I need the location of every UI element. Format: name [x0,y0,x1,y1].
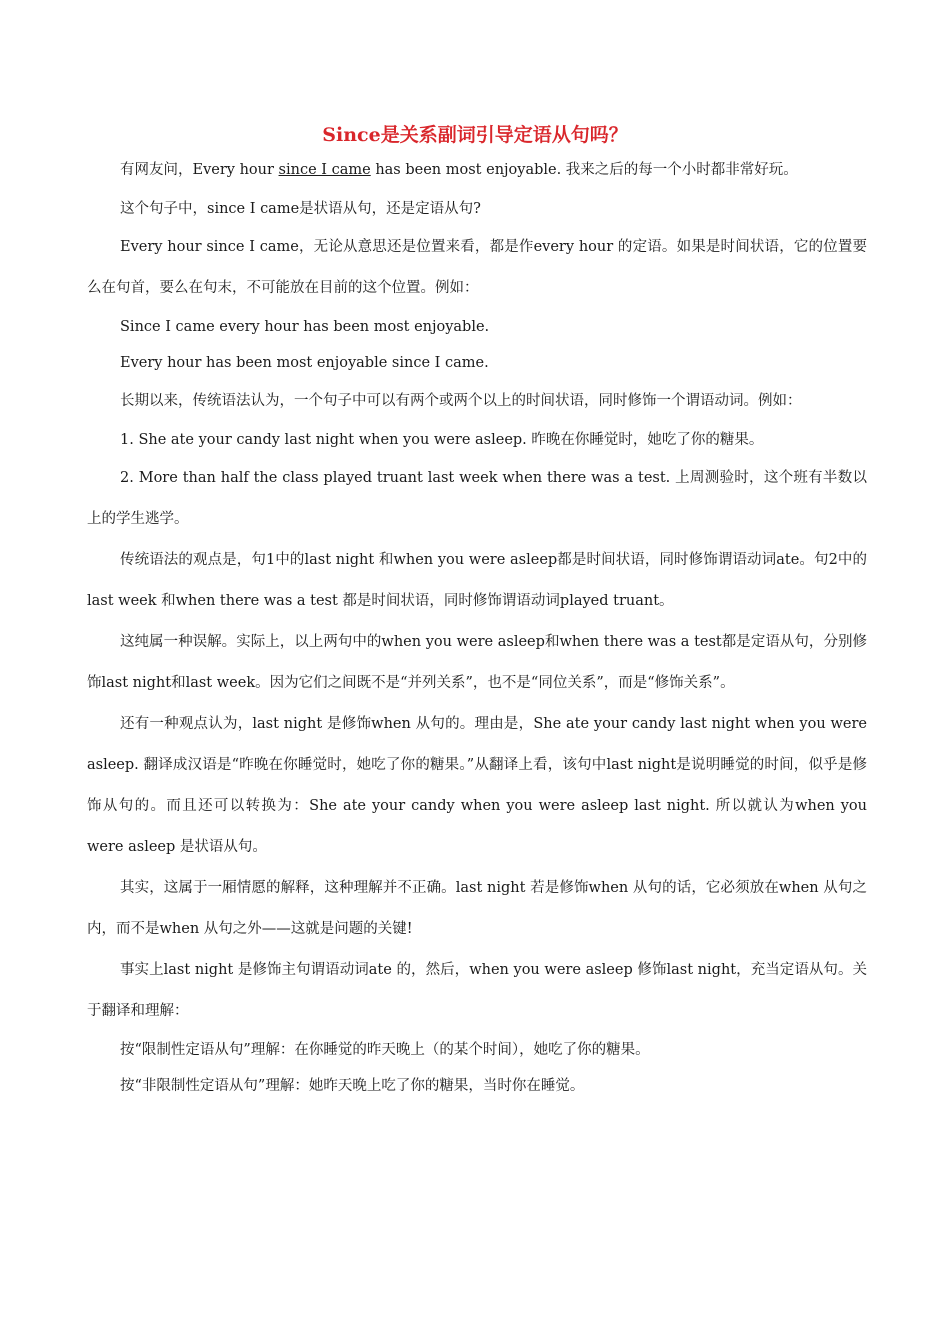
paragraph-6: 长期以来，传统语法认为，一个句子中可以有两个或两个以上的时间状语，同时修饰一个谓语动词。例如： [120,393,802,409]
numbered-example-1: 1. She ate your candy last night when you were asleep. 昨晚在你睡觉时，她吃了你的糖果。 [120,432,764,448]
paragraph-question [87,150,867,191]
numbered-example-2: 2. More than half the class played truant last week when there was a test. 上周测验时，这个班有半数以上的学生逃学。 [87,470,867,527]
paragraph-10: 这纯属一种误解。实际上，以上两句中的when you were asleep和when there was a test都是定语从句，分别修饰last night和last week。因为它们之间既不是“并列关系”，也不是“同位关系”，而是“修饰关系”。 [87,634,867,691]
question-text-start: 有网友问，Every hour [120,162,279,178]
question-text-end: has been most enjoyable. 我来之后的每一个小时都非常好玩。 [370,162,798,178]
document-body [87,150,867,1104]
paragraph-12: 其实，这属于一厢情愿的解释，这种理解并不正确。last night 若是修饰when 从句的话，它必须放在when 从句之内，而不是when 从句之外——这就是问题的关键! [87,880,867,937]
paragraph-15: 按“非限制性定语从句”理解：她昨天晚上吃了你的糖果，当时你在睡觉。 [120,1078,585,1094]
document-title: Since是关系副词引导定语从句吗？ [322,124,628,146]
paragraph-2: 这个句子中，since I came是状语从句，还是定语从句? [120,201,481,217]
paragraph-14: 按“限制性定语从句”理解：在你睡觉的昨天晚上（的某个时间），她吃了你的糖果。 [120,1042,650,1058]
underlined-phrase: since I came [278,162,371,178]
paragraph-9: 传统语法的观点是，句1中的last night 和when you were asleep都是时间状语，同时修饰谓语动词ate。句2中的last week 和when there was a test 都是时间状语，同时修饰谓语动词played truant。 [87,552,867,609]
example-sentence-1: Since I came every hour has been most enjoyable. [120,319,490,335]
paragraph-3: Every hour since I came，无论从意思还是位置来看，都是作every hour 的定语。如果是时间状语，它的位置要么在句首，要么在句末，不可能放在目前的这个位置。例如： [87,239,867,296]
paragraph-13: 事实上last night 是修饰主句谓语动词ate 的，然后，when you were asleep 修饰last night，充当定语从句。关于翻译和理解： [87,962,867,1019]
example-sentence-2: Every hour has been most enjoyable since I came. [120,355,489,371]
paragraph-11: 还有一种观点认为，last night 是修饰when 从句的。理由是，She ate your candy last night when you were asleep. 翻译成汉语是“昨晚在你睡觉时，她吃了你的糖果。”从翻译上看，该句中last night是说明睡觉的时间，似乎是修饰从句的。而且还可以转换为：She ate your candy when you were asleep last night. 所以就认为when you were asleep 是状语从句。 [87,716,867,855]
